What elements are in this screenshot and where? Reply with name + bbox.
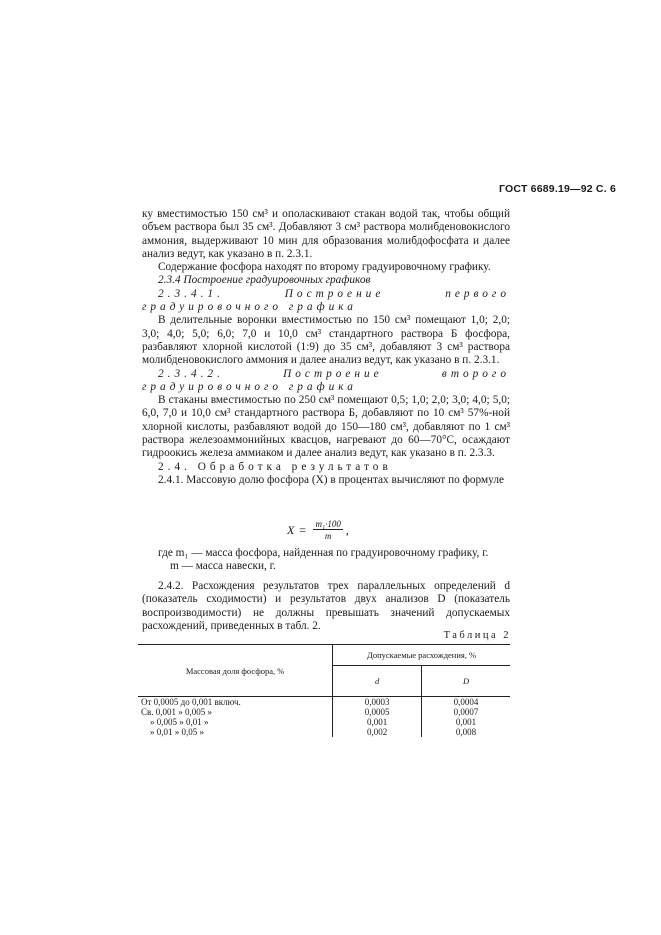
table-header-d: d xyxy=(333,666,422,697)
formula-lhs: X xyxy=(287,522,295,537)
formula-fraction xyxy=(313,519,342,541)
section-2-3-4-2-heading: 2.3.4.2. Построение второго градуировочного графика xyxy=(142,367,510,393)
formula-tail: , xyxy=(345,522,349,537)
section-2-3-4-heading: 2.3.4 Построение градуировочных графиков xyxy=(158,274,371,287)
formula-eq: = xyxy=(298,522,307,537)
formula xyxy=(287,519,349,541)
table-row xyxy=(138,697,510,708)
paragraph-first-graph: В делительные воронки вместимостью по 150 см³ помещают 1,0; 2,0; 3,0; 4,0; 5,0; 6,0; 7,0 и 10,0 см³ стандартного раствора Б фосфора, разбавляют хлорной кислотой (1:9) до 35 см³, добавляют 3 см³ раствора молибденовокислого аммония и далее анализ ведут, как указано в п. 2.3.1. xyxy=(142,314,510,367)
table-caption: Таблица 2 xyxy=(443,630,511,641)
formula-numerator: m₁·100 xyxy=(315,519,341,529)
table-header-mass-fraction: Массовая доля фосфора, % xyxy=(138,645,333,697)
paragraph-2-4-2: 2.4.2. Расхождения результатов трех параллельных определений d (показатель сходимости) и результатов двух анализов D (показатель воспроизводимости) не должны превышать значений допускаемых расхождений, приведенных в табл. 2. xyxy=(142,580,510,632)
table-cell-d: 0,001 xyxy=(333,717,422,727)
table-cell-range: От 0,0005 до 0,001 включ. xyxy=(141,697,241,707)
table-cell-d: 0,0003 xyxy=(333,697,422,708)
table-row xyxy=(138,717,510,727)
table-2 xyxy=(138,644,510,737)
table-cell-D: 0,0007 xyxy=(422,707,510,717)
table-row xyxy=(138,727,510,737)
section-2-4-heading: 2.4. Обработка результатов xyxy=(158,460,392,473)
table-header-D: D xyxy=(422,666,510,697)
paragraph-phosphorus-content: Содержание фосфора находят по второму градуировочному графику. xyxy=(158,261,491,274)
body-text-top xyxy=(142,208,510,487)
table-row xyxy=(138,707,510,717)
table-cell-D: 0,0004 xyxy=(422,697,510,708)
formula-denominator: m xyxy=(324,531,332,541)
paragraph-2-4-1: 2.4.1. Массовую долю фосфора (X) в процентах вычисляют по формуле xyxy=(158,473,504,486)
paragraph-second-graph: В стаканы вместимостью по 250 см³ помещают 0,5; 1,0; 2,0; 3,0; 4,0; 5,0; 6,0, 7,0 и 10,0 см³ стандартного раствора Б, добавляют по 10 см³ 57%-ной хлорной кислоты, разбавляют водой до 150—180 см³, добавляют по 1 см³ раствора железоаммонийных квасцов, нагревают до 60—70°С, осаждают гидроокись железа аммиаком и далее анализ ведут, как указано в п. 2.3.3. xyxy=(142,394,510,460)
table-cell-D: 0,008 xyxy=(422,727,510,737)
section-2-3-4-1-heading: 2.3.4.1. Построение первого градуировочного графика xyxy=(142,287,510,314)
table-cell-d: 0,002 xyxy=(333,727,422,737)
table-cell-D: 0,001 xyxy=(422,717,510,727)
table-cell-range: » 0,01 » 0,05 » xyxy=(150,727,204,737)
paragraph-2-4-2-wrap xyxy=(142,580,510,633)
table-cell-d: 0,0005 xyxy=(333,707,422,717)
where-m1: где m₁ — масса фосфора, найденная по градуировочному графику, г. xyxy=(158,547,489,559)
table-header-group: Допускаемые расхождения, % xyxy=(333,645,510,666)
table-cell-range: » 0,005 » 0,01 » xyxy=(150,717,209,727)
page-header: ГОСТ 6689.19—92 С. 6 xyxy=(499,183,616,195)
paragraph-continuation: ку вместимостью 150 см³ и ополаскивают стакан водой так, чтобы общий объем раствора был 35 см³. Добавляют 3 см³ раствора молибденовокислого аммония, выдерживают 10 мин для образования молибдофосфата и далее анализ ведут, как указано в п. 2.3.1. xyxy=(142,208,510,260)
where-m: m — масса навески, г. xyxy=(170,560,276,573)
table-cell-range: Св. 0,001 » 0,005 » xyxy=(141,707,213,717)
where-block xyxy=(142,547,510,574)
